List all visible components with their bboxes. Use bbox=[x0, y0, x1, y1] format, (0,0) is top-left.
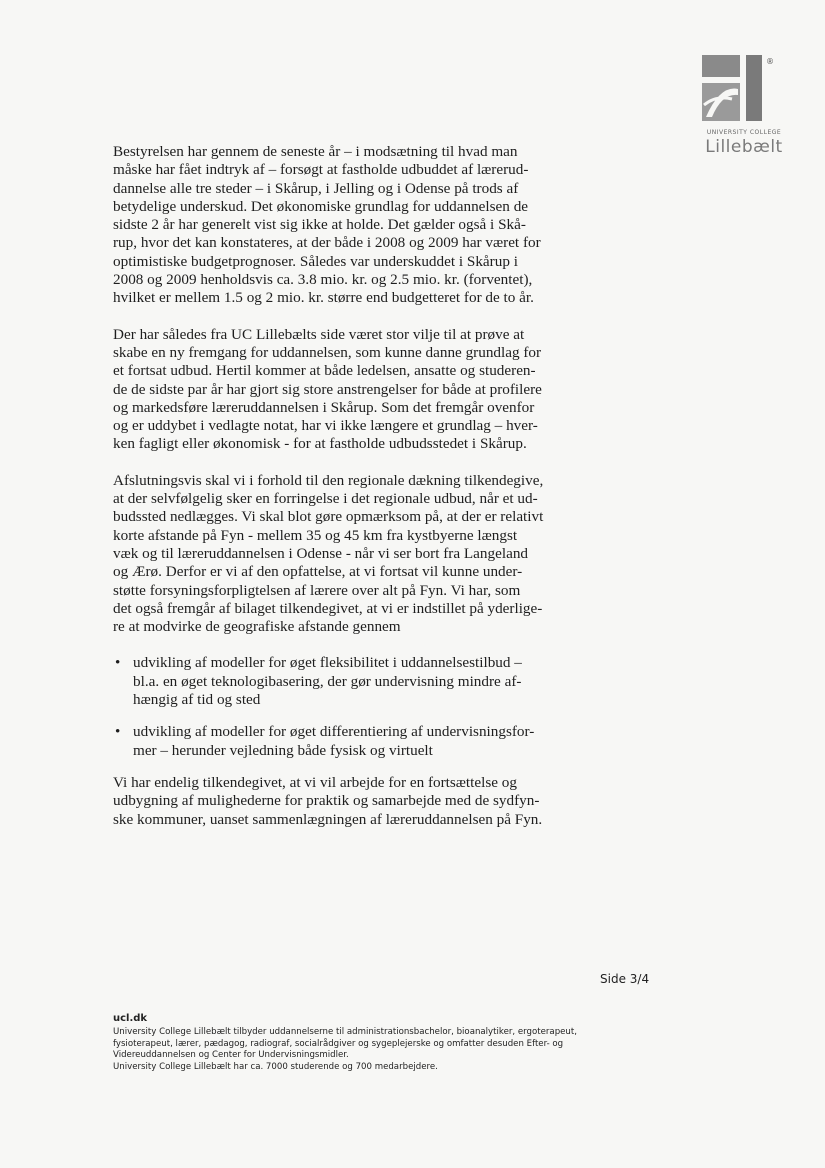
text-line: Afslutningsvis skal vi i forhold til den regionale dækning tilkendegive, bbox=[113, 471, 544, 489]
text-line: at der selvfølgelig sker en forringelse i det regionale udbud, når et ud- bbox=[113, 490, 538, 508]
registered-mark: ® bbox=[766, 57, 774, 66]
text-line: udbygning af mulighederne for praktik og samarbejde med de sydfyn- bbox=[113, 792, 540, 810]
list-item bbox=[113, 654, 575, 709]
text-line: og Ærø. Derfor er vi af den opfattelse, at vi fortsat vil kunne under- bbox=[113, 563, 523, 581]
paragraph-2 bbox=[113, 326, 575, 454]
page-number: Side 3/4 bbox=[600, 972, 650, 986]
bullet-icon: • bbox=[115, 654, 121, 672]
text-line: og markedsføre læreruddannelsen i Skårup. Som det fremgår ovenfor bbox=[113, 398, 535, 416]
text-line: og er uddybet i vedlagte notat, har vi ikke længere et grundlag – hver- bbox=[113, 417, 538, 435]
text-line: de de sidste par år har gjort sig store anstrengelser for både at profilere bbox=[113, 380, 542, 398]
text-line: bl.a. en øget teknologibasering, der gør undervisning mindre af- bbox=[133, 672, 522, 690]
text-line: dannelse alle tre steder – i Skårup, i Jelling og i Odense på trods af bbox=[113, 179, 519, 197]
text-line: væk og til læreruddannelsen i Odense - når vi ser bort fra Langeland bbox=[113, 544, 529, 562]
text-line: ken fagligt eller økonomisk - for at fastholde udbudsstedet i Skårup. bbox=[113, 435, 527, 453]
footer-line: University College Lillebælt har ca. 7000 studerende og 700 medarbejdere. bbox=[113, 1061, 438, 1072]
paragraph-3 bbox=[113, 472, 575, 637]
text-line: sidste 2 år har generelt vist sig ikke at holde. Det gælder også i Skå- bbox=[113, 216, 526, 234]
text-line: det også fremgår af bilaget tilkendegivet, at vi er indstillet på yderlige- bbox=[113, 599, 543, 617]
logo-university-text: UNIVERSITY COLLEGE bbox=[706, 129, 782, 136]
text-line: re at modvirke de geografiske afstande gennem bbox=[113, 618, 401, 636]
text-line: støtte forsyningsforpligtelsen af lærere over alt på Fyn. Vi har, som bbox=[113, 581, 521, 599]
closing-paragraph bbox=[113, 774, 575, 829]
university-logo bbox=[694, 55, 796, 155]
text-line: hvilket er mellem 1.5 og 2 mio. kr. større end budgetteret for de to år. bbox=[113, 289, 534, 307]
text-line: Bestyrelsen har gennem de seneste år – i modsætning til hvad man bbox=[113, 143, 518, 160]
text-line: betydelige underskud. Det økonomiske grundlag for uddannelsen de bbox=[113, 197, 529, 215]
list-item bbox=[113, 723, 575, 760]
footer-line: University College Lillebælt tilbyder uddannelserne til administrationsbachelor, bioanalytiker, ergoterapeut, bbox=[113, 1027, 577, 1037]
paragraph-1 bbox=[113, 143, 575, 308]
text-line: et fortsat udbud. Hertil kommer at både ledelsen, ansatte og studeren- bbox=[113, 362, 536, 380]
text-line: Der har således fra UC Lillebælts side været stor vilje til at prøve at bbox=[113, 325, 525, 343]
text-line: korte afstande på Fyn - mellem 35 og 45 km fra kystbyerne længst bbox=[113, 526, 518, 544]
logo-name-text: Lillebælt bbox=[705, 137, 783, 157]
footer bbox=[113, 1013, 673, 1073]
text-line: måske har fået indtryk af – forsøgt at fastholde udbuddet af lærerud- bbox=[113, 161, 529, 179]
text-line: skabe en ny fremgang for uddannelsen, som kunne danne grundlag for bbox=[113, 343, 542, 361]
text-line: udvikling af modeller for øget fleksibilitet i uddannelsestilbud – bbox=[133, 654, 522, 672]
text-line: budssted nedlægges. Vi skal blot gøre opmærksom på, at der er relativt bbox=[113, 508, 544, 526]
bullet-icon: • bbox=[115, 723, 121, 741]
letter-body bbox=[113, 143, 575, 847]
text-line: optimistiske budgetprognoser. Således var underskuddet i Skårup i bbox=[113, 252, 518, 270]
text-line: hængig af tid og sted bbox=[133, 691, 261, 709]
footer-website: ucl.dk bbox=[113, 1013, 148, 1024]
footer-line: fysioterapeut, lærer, pædagog, radiograf, socialrådgiver og sygeplejerske og omfatter desuden Efter- og bbox=[113, 1038, 564, 1049]
logo-mark-icon bbox=[702, 55, 762, 125]
text-line: udvikling af modeller for øget differentiering af undervisningsfor- bbox=[133, 723, 535, 741]
text-line: ske kommuner, uanset sammenlægningen af læreruddannelsen på Fyn. bbox=[113, 810, 543, 828]
bullet-list bbox=[113, 654, 575, 759]
footer-line: Videreuddannelsen og Center for Undervisningsmidler. bbox=[113, 1050, 349, 1060]
text-line: 2008 og 2009 henholdsvis ca. 3.8 mio. kr. og 2.5 mio. kr. (forventet), bbox=[113, 271, 533, 289]
text-line: Vi har endelig tilkendegivet, at vi vil arbejde for en fortsættelse og bbox=[113, 773, 517, 791]
text-line: mer – herunder vejledning både fysisk og virtuelt bbox=[133, 741, 433, 759]
text-line: rup, hvor det kan konstateres, at der både i 2008 og 2009 har været for bbox=[113, 234, 541, 252]
